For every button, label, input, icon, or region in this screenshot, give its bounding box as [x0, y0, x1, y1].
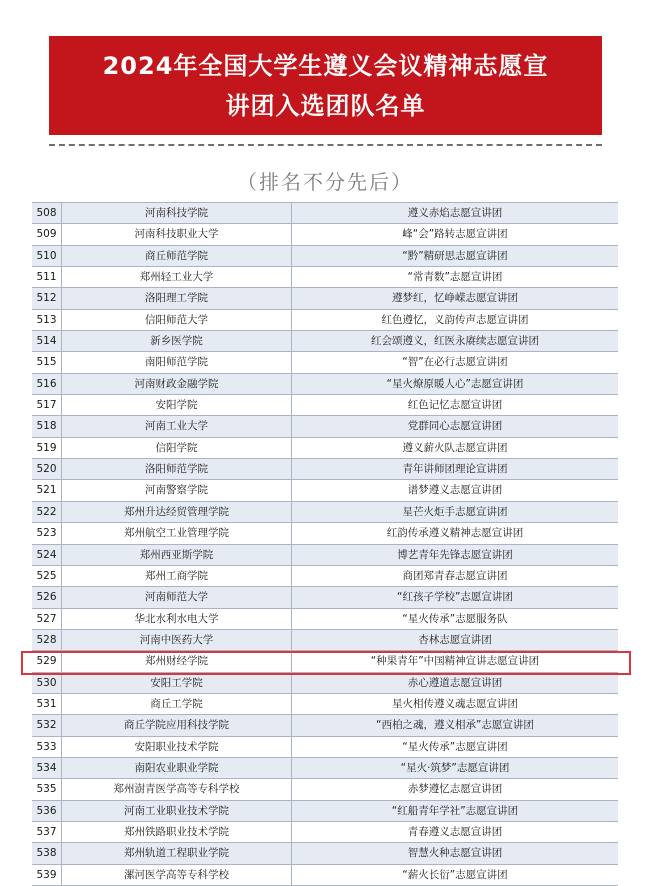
- team-name: “星火传承”志愿宣讲团: [402, 740, 508, 753]
- team-name: 商团郑青春志愿宣讲团: [402, 569, 508, 582]
- school-name: 郑州轨道工程职业学院: [62, 843, 292, 863]
- table-row: [32, 609, 618, 630]
- school-name: 漯河医学高等专科学校: [62, 865, 292, 885]
- team-name: 红色遵忆，义韵传声志愿宣讲团: [381, 313, 529, 326]
- row-number: 509: [32, 224, 62, 244]
- team-name: 党群同心志愿宣讲团: [407, 420, 503, 433]
- school-name: 安阳职业技术学院: [62, 737, 292, 757]
- table-row: [32, 523, 618, 544]
- row-number: 513: [32, 310, 62, 330]
- row-number: 514: [32, 331, 62, 351]
- row-number: 523: [32, 523, 62, 543]
- table-row: [32, 801, 618, 822]
- row-number: 535: [32, 779, 62, 799]
- school-name: 南阳农业职业学院: [62, 758, 292, 778]
- school-name: 安阳学院: [62, 395, 292, 415]
- table-row: [32, 779, 618, 800]
- team-name: 星火相传遵义魂志愿宣讲团: [392, 697, 518, 710]
- school-name: 郑州澍青医学高等专科学校: [62, 779, 292, 799]
- team-name: “红船青年学社”志愿宣讲团: [391, 804, 519, 817]
- team-list-table: [32, 202, 618, 886]
- table-row: [32, 480, 618, 501]
- row-number: 512: [32, 288, 62, 308]
- row-number: 525: [32, 566, 62, 586]
- team-name: “星火·筑梦”志愿宣讲团: [400, 761, 510, 774]
- school-name: 郑州轻工业大学: [62, 267, 292, 287]
- row-number: 516: [32, 374, 62, 394]
- row-number: 536: [32, 801, 62, 821]
- table-row: [32, 203, 618, 224]
- school-name: 郑州财经学院: [62, 651, 292, 671]
- row-number: 510: [32, 246, 62, 266]
- team-name: 星芒火炬手志愿宣讲团: [402, 505, 508, 518]
- table-row: [32, 737, 618, 758]
- table-row: [32, 502, 618, 523]
- school-name: 信阳学院: [62, 438, 292, 458]
- school-name: 郑州工商学院: [62, 566, 292, 586]
- row-number: 530: [32, 673, 62, 693]
- team-name: 红韵传承遵义精神志愿宣讲团: [386, 527, 524, 540]
- school-name: 河南财政金融学院: [62, 374, 292, 394]
- dashed-divider: [49, 144, 602, 146]
- team-name: 智慧火种志愿宣讲团: [407, 847, 503, 860]
- table-row: [32, 758, 618, 779]
- school-name: 南阳师范学院: [62, 352, 292, 372]
- team-name: 遵梦红，忆峥嵘志愿宣讲团: [392, 292, 518, 305]
- team-name: “智”在必行志愿宣讲团: [402, 356, 508, 369]
- team-name: 红会颂遵义，红医永赓续志愿宣讲团: [371, 335, 539, 348]
- school-name: 郑州航空工业管理学院: [62, 523, 292, 543]
- row-number: 521: [32, 480, 62, 500]
- school-name: 河南科技学院: [62, 203, 292, 223]
- row-number: 537: [32, 822, 62, 842]
- team-name: 博艺青年先锋志愿宣讲团: [397, 548, 513, 561]
- highlight-box: [21, 651, 631, 675]
- title-line-1: 2024年全国大学生遵义会议精神志愿宣: [102, 51, 549, 80]
- row-number: 522: [32, 502, 62, 522]
- team-name: “西柏之魂，遵义相承”志愿宣讲团: [376, 719, 534, 732]
- table-row: [32, 566, 618, 587]
- school-name: 商丘工学院: [62, 694, 292, 714]
- team-name: 谱梦遵义志愿宣讲团: [407, 484, 503, 497]
- team-name: 青年讲师团理论宣讲团: [402, 463, 508, 476]
- row-number: 531: [32, 694, 62, 714]
- team-name: 峰“会”路转志愿宣讲团: [402, 228, 508, 241]
- table-row: [32, 352, 618, 373]
- team-name: 赤心遵道志愿宣讲团: [407, 676, 503, 689]
- table-row: [32, 843, 618, 864]
- row-number: 528: [32, 630, 62, 650]
- team-name: 遵义薪火队志愿宣讲团: [402, 441, 508, 454]
- team-name: 杏林志愿宣讲团: [418, 633, 492, 646]
- subtitle: （排名不分先后）: [237, 170, 413, 194]
- table-row: [32, 545, 618, 566]
- school-name: 华北水利水电大学: [62, 609, 292, 629]
- row-number: 515: [32, 352, 62, 372]
- team-name: 遵义赤焰志愿宣讲团: [407, 207, 503, 219]
- table-row: [32, 331, 618, 352]
- table-row: [32, 224, 618, 245]
- school-name: 河南师范大学: [62, 587, 292, 607]
- row-number: 511: [32, 267, 62, 287]
- row-number: 520: [32, 459, 62, 479]
- table-row: [32, 267, 618, 288]
- title-line-2: 讲团入选团队名单: [225, 91, 426, 120]
- table-row: [32, 246, 618, 267]
- table-row: [32, 673, 618, 694]
- table-row: [32, 822, 618, 843]
- team-name: “种果青年”中国精神宣讲志愿宣讲团: [370, 655, 540, 668]
- team-name: “黔”精研思志愿宣讲团: [402, 249, 508, 262]
- school-name: 河南科技职业大学: [62, 224, 292, 244]
- school-name: 商丘学院应用科技学院: [62, 715, 292, 735]
- table-row: [32, 459, 618, 480]
- school-name: 洛阳师范学院: [62, 459, 292, 479]
- table-row: [32, 715, 618, 736]
- team-name: 红色记忆志愿宣讲团: [407, 399, 503, 412]
- school-name: 河南中医药大学: [62, 630, 292, 650]
- row-number: 526: [32, 587, 62, 607]
- row-number: 532: [32, 715, 62, 735]
- school-name: 洛阳理工学院: [62, 288, 292, 308]
- row-number: 533: [32, 737, 62, 757]
- table-row: [32, 630, 618, 651]
- team-name: “薪火长衍”志愿宣讲团: [402, 868, 508, 881]
- row-number: 517: [32, 395, 62, 415]
- row-number: 518: [32, 416, 62, 436]
- row-number: 539: [32, 865, 62, 885]
- row-number: 519: [32, 438, 62, 458]
- school-name: 信阳师范大学: [62, 310, 292, 330]
- row-number: 538: [32, 843, 62, 863]
- team-name: “星火传承”志愿服务队: [402, 612, 508, 625]
- school-name: 郑州铁路职业技术学院: [62, 822, 292, 842]
- school-name: 河南工业职业技术学院: [62, 801, 292, 821]
- team-name: “常青数”志愿宣讲团: [407, 271, 503, 284]
- team-name: “星火燎原暖人心”志愿宣讲团: [386, 377, 524, 390]
- table-row: [32, 395, 618, 416]
- row-number: 529: [32, 651, 62, 671]
- table-row: [32, 310, 618, 331]
- school-name: 郑州升达经贸管理学院: [62, 502, 292, 522]
- table-row: [32, 587, 618, 608]
- row-number: 534: [32, 758, 62, 778]
- row-number: 524: [32, 545, 62, 565]
- row-number: 527: [32, 609, 62, 629]
- school-name: 河南警察学院: [62, 480, 292, 500]
- school-name: 安阳工学院: [62, 673, 292, 693]
- table-row: [32, 694, 618, 715]
- school-name: 商丘师范学院: [62, 246, 292, 266]
- team-name: 赤梦遵忆志愿宣讲团: [407, 783, 503, 796]
- table-row: [32, 288, 618, 309]
- row-number: 508: [32, 203, 62, 223]
- team-name: 青春遵义志愿宣讲团: [407, 825, 503, 838]
- table-row: [32, 416, 618, 437]
- school-name: 新乡医学院: [62, 331, 292, 351]
- table-row: [32, 865, 618, 886]
- school-name: 河南工业大学: [62, 416, 292, 436]
- table-row: [32, 374, 618, 395]
- title-banner: [49, 36, 602, 135]
- table-row: [32, 438, 618, 459]
- team-name: “红孩子学校”志愿宣讲团: [397, 591, 513, 604]
- school-name: 郑州西亚斯学院: [62, 545, 292, 565]
